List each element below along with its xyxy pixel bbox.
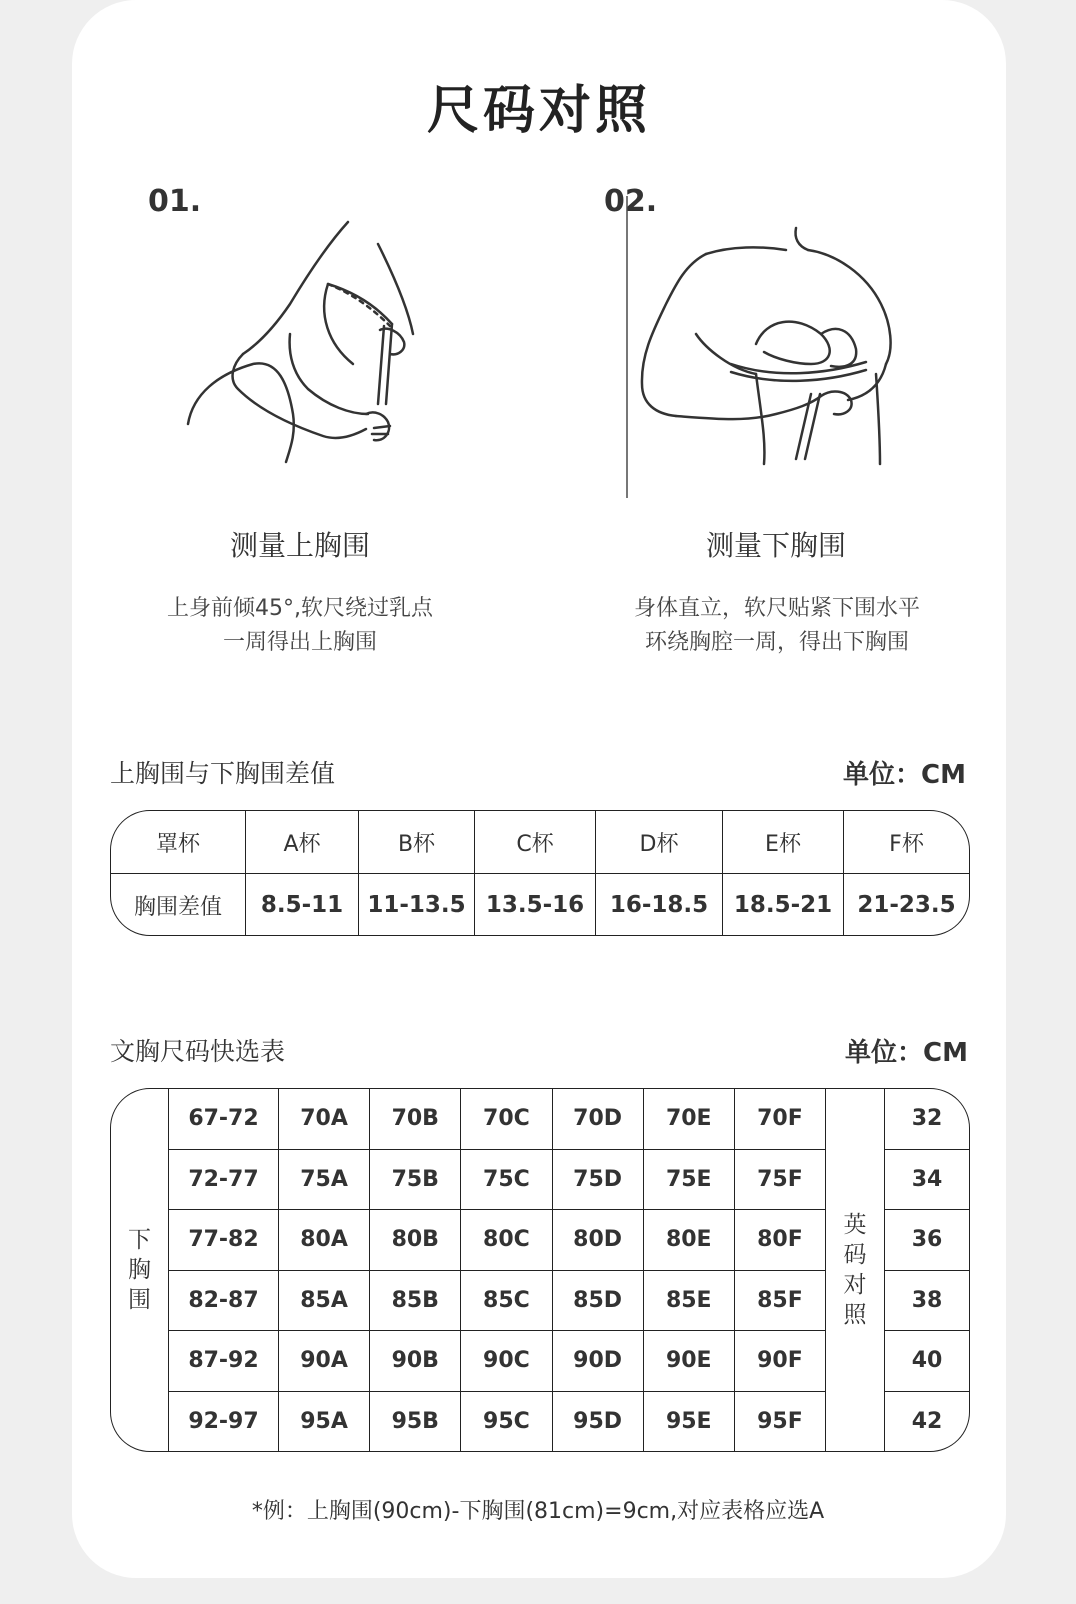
size-cell: 85A: [278, 1271, 369, 1331]
band-range: 92-97: [188, 1408, 259, 1434]
table-row: [169, 1330, 825, 1391]
measure-under-bust-illustration: [636, 224, 926, 474]
step1-number: 01.: [148, 184, 202, 219]
uk-size-column: [885, 1089, 969, 1451]
size-grid: [169, 1089, 825, 1451]
band-range: 67-72: [188, 1106, 259, 1132]
size-cell: 85F: [734, 1271, 825, 1331]
difference-value: 18.5-21: [722, 874, 843, 936]
size-table-unit: 单位：CM: [845, 1038, 968, 1068]
size-cell: 70D: [552, 1089, 643, 1149]
divider: [626, 196, 628, 498]
page-title: 尺码对照: [426, 81, 651, 141]
example-footnote: *例：上胸围(90cm)-下胸围(81cm)=9cm,对应表格应选A: [251, 1499, 825, 1524]
size-cell: 95D: [552, 1392, 643, 1452]
band-range: 82-87: [188, 1287, 259, 1313]
step2-description: [592, 592, 962, 660]
row-label: 胸围差值: [133, 894, 222, 920]
table-row: [169, 1209, 825, 1270]
step1-desc-line1: 上身前倾45°,软尺绕过乳点: [167, 596, 433, 621]
table-header-row: [111, 811, 969, 873]
bra-size-table: [110, 1088, 970, 1452]
size-cell: 90F: [734, 1331, 825, 1391]
step2-desc-line1: 身体直立，软尺贴紧下围水平: [633, 596, 920, 621]
size-cell: 70B: [369, 1089, 460, 1149]
size-cell: 95C: [460, 1392, 551, 1452]
measure-upper-bust-illustration: [178, 214, 518, 474]
header-label: 罩杯: [155, 831, 200, 857]
size-cell: 80C: [460, 1210, 551, 1270]
size-cell: 80F: [734, 1210, 825, 1270]
cup-header: E杯: [722, 811, 843, 873]
cup-header: A杯: [245, 811, 358, 873]
difference-table-unit: 单位：CM: [843, 760, 966, 790]
step2-desc-line2: 环绕胸腔一周，得出下胸围: [644, 630, 909, 655]
cup-header: D杯: [595, 811, 722, 873]
size-cell: 90C: [460, 1331, 551, 1391]
size-cell: 85D: [552, 1271, 643, 1331]
size-cell: 85E: [643, 1271, 734, 1331]
difference-value: 11-13.5: [358, 874, 474, 936]
size-cell: 75A: [278, 1150, 369, 1210]
size-cell: 70E: [643, 1089, 734, 1149]
uk-size: 32: [911, 1106, 943, 1132]
difference-value: 8.5-11: [245, 874, 358, 936]
size-cell: 80B: [369, 1210, 460, 1270]
table-row: [111, 873, 969, 936]
size-cell: 75D: [552, 1150, 643, 1210]
cup-difference-table: [110, 810, 970, 936]
table-row: [169, 1391, 825, 1452]
step2-title: 测量下胸围: [705, 529, 846, 562]
size-cell: 80D: [552, 1210, 643, 1270]
table-row: [169, 1149, 825, 1210]
uk-size: 34: [885, 1149, 969, 1210]
cup-header: C杯: [474, 811, 595, 873]
under-bust-label: 下胸围: [111, 1089, 169, 1451]
band-range: 77-82: [188, 1227, 259, 1253]
uk-size: 42: [885, 1391, 969, 1452]
band-range: 87-92: [188, 1348, 259, 1374]
size-table-title: 文胸尺码快选表: [110, 1037, 286, 1066]
size-cell: 85C: [460, 1271, 551, 1331]
size-cell: 95B: [369, 1392, 460, 1452]
size-cell: 75E: [643, 1150, 734, 1210]
uk-size-label: 英码对照: [825, 1089, 885, 1451]
step1-title: 测量上胸围: [229, 529, 370, 562]
size-cell: 90D: [552, 1331, 643, 1391]
size-cell: 70A: [278, 1089, 369, 1149]
cup-header: B杯: [358, 811, 474, 873]
size-cell: 95E: [643, 1392, 734, 1452]
difference-table-title: 上胸围与下胸围差值: [110, 759, 336, 788]
size-cell: 75B: [369, 1150, 460, 1210]
size-cell: 80A: [278, 1210, 369, 1270]
difference-value: 13.5-16: [474, 874, 595, 936]
size-cell: 90B: [369, 1331, 460, 1391]
table-row: [169, 1089, 825, 1149]
size-cell: 75F: [734, 1150, 825, 1210]
size-cell: 80E: [643, 1210, 734, 1270]
size-cell: 70F: [734, 1089, 825, 1149]
size-cell: 90A: [278, 1331, 369, 1391]
size-cell: 95F: [734, 1392, 825, 1452]
size-cell: 95A: [278, 1392, 369, 1452]
step1-description: [128, 592, 472, 660]
uk-size: 36: [885, 1209, 969, 1270]
uk-size: 40: [885, 1330, 969, 1391]
size-cell: 85B: [369, 1271, 460, 1331]
uk-size: 38: [885, 1270, 969, 1331]
step2-number: 02.: [604, 184, 658, 219]
size-cell: 90E: [643, 1331, 734, 1391]
step1-desc-line2: 一周得出上胸围: [222, 630, 377, 655]
band-range: 72-77: [188, 1166, 259, 1192]
size-cell: 75C: [460, 1150, 551, 1210]
difference-value: 21-23.5: [843, 874, 969, 936]
size-cell: 70C: [460, 1089, 551, 1149]
difference-value: 16-18.5: [595, 874, 722, 936]
cup-header: F杯: [843, 811, 969, 873]
table-row: [169, 1270, 825, 1331]
